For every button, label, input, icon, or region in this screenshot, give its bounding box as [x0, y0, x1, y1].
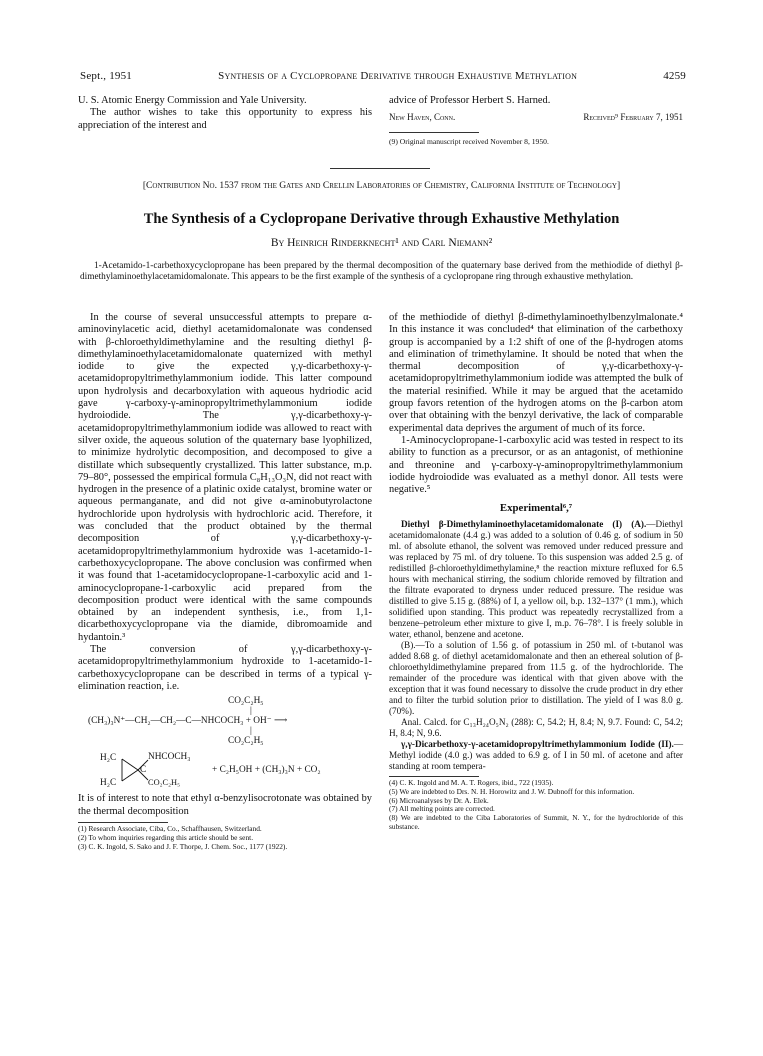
- footnote-rule-left: [78, 822, 168, 823]
- reaction-products: [78, 750, 372, 790]
- footnote-6: (6) Microanalyses by Dr. A. Elek.: [389, 795, 489, 805]
- running-header: [80, 70, 686, 82]
- eq2-h2c-bottom: H₂C: [100, 778, 117, 789]
- footnote-3: (3) C. K. Ingold, S. Sako and J. F. Thorpe, J. Chem. Soc., 1177 (1922).: [78, 841, 288, 851]
- previous-article-closing: advice of Professor Herbert S. Harned.: [389, 95, 551, 106]
- left-paragraph-1: In the course of several unsuccessful attempts to prepare α-aminovinylacetic acid, diethyl acetamidomalonate was condensed with β-chloroethyldimethylamine and the resulting diethyl β-dimethylaminoethylacetamidomalonate quaternized with methyl iodide to give the expected γ,γ-dicarbethoxy-γ-acetamidopropyltrimethylammonium iodide. This latter compound upon hydrolysis and decarboxylation with aqueous hydriodic acid gave γ-carboxy-γ-aminopropyltrimethylammonium iodide hydroiodide. The γ,γ-dicarbethoxy-γ-acetamidopropyltrimethylammonium iodide was allowed to react with silver oxide, the aqueous solution of the quaternary base lyophilized, to minimize hydrolytic decomposition, and decomposed to give a distillate which subsequently crystallized. This latter substance, m.p. 79–80°, possessed the empirical formula C₈H₁₃O₃N, did not react with hydrogen in the presence of a platinic oxide catalyst, bromine water or aqueous permanganate, and did not give α-aminobutyrolactone hydrochloride upon hydrolysis with hydrochloric acid. Therefore, it was concluded that the product obtained by the thermal decomposition of γ,γ-dicarbethoxy-γ-acetamidopropyltrimethylammonium hydroxide was 1-acetamido-1-carbethoxycyclopropane. The above conclusion was confirmed when it was found that 1-acetamidocyclopropane-1-carboxylic acid and 1-aminocyclopropane-1-carboxylic acid prepared from the decomposition product were identical with the same compounds obtained by an independent synthesis, i.e., from 1,1-dicarbethoxycyclopropane via the diamide, dibromoamide and hydantoin.³: [78, 312, 372, 643]
- experimental-entry-1: [389, 519, 683, 640]
- previous-article-right: [389, 95, 683, 146]
- signature-line: [389, 111, 683, 123]
- footnote-5: (5) We are indebted to Drs. N. H. Horowitz and J. W. Dubnoff for this information.: [389, 786, 635, 796]
- eq2-c: C: [140, 765, 147, 776]
- footnote-7: (7) All melting points are corrected.: [389, 804, 495, 814]
- experimental-entry-2: (B).—To a solution of 1.56 g. of potassium in 250 ml. of t-butanol was added 8.68 g. of diethyl acetamidomalonate and then an ethereal solution of β-chloroethyldimethylamine prepared from 11.5 g. of the hydrochloride. The remainder of the procedure was identical with that given above with the exception that it was found necessary to dissolve the crude product in dry ether and to filter the turbid solution prior to distillation. The yield of I was 8.0 g. (70%).: [389, 639, 683, 716]
- header-page-number: 4259: [663, 70, 686, 82]
- analysis-line: Anal. Calcd. for C₁₃H₂₄O₅N₂ (288): C, 54.2; H, 8.4; N, 9.7. Found: C, 54.2; H, 8.4; N, 9.6.: [389, 716, 683, 738]
- previous-article-text-2: The author wishes to take this opportunity to express his appreciation of the interest and: [78, 107, 372, 131]
- footnote-4: (4) C. K. Ingold and M. A. T. Rogers, ibid., 722 (1935).: [389, 777, 554, 787]
- reaction-equation: [78, 695, 372, 747]
- previous-article-text: U. S. Atomic Energy Commission and Yale University.: [78, 95, 307, 106]
- eq-bond-bottom: |: [250, 726, 252, 737]
- eq2-products: + C₂H₅OH + (CH₃)₃N + CO₂: [212, 765, 321, 776]
- eq-substituent-top: CO₂C₂H₅: [228, 696, 264, 707]
- authors: By Heinrich Rinderknecht¹ and Carl Niemann²: [270, 237, 493, 249]
- header-running-title: Synthesis of a Cyclopropane Derivative through Exhaustive Methylation: [218, 70, 578, 82]
- eq2-co2c2h5: CO₂C₂H₅: [148, 778, 181, 788]
- eq-bond-top: |: [250, 706, 252, 717]
- footnote-rule-right: [389, 776, 479, 777]
- experimental-entry-3: [389, 739, 683, 772]
- right-paragraph-1: of the methiodide of diethyl β-dimethylaminoethylbenzylmalonate.⁴ In this instance it was concluded⁴ that elimination of the carbethoxy group is accompanied by a 1:2 shift of one of the β-hydrogen atoms and elimination of trimethylamine. It should be noted that when the thermal decomposition of γ,γ-dicarbethoxy-γ-acetamidopropyltrimethylammonium iodide was attempted the bulk of the material resinified. While it may be argued that the acetamido group favors retention of the hydrogen atoms on the β-carbon atom over that obtaining with the benzyl derivative, the lack of comparable experimental data deprives the argument of much of its force.: [389, 312, 683, 434]
- e1-title: Diethyl β-Dimethylaminoethylacetamidomalonate (I) (A).: [401, 518, 647, 529]
- left-paragraph-2: The conversion of γ,γ-dicarbethoxy-γ-acetamidopropyltrimethylammonium hydroxide to 1-acetamido-1-carbethoxycyclopropane can be described in terms of a typical γ-elimination reaction, i.e.: [78, 644, 372, 692]
- e1-body: —Diethyl acetamidomalonate (4.4 g.) was added to a solution of 0.46 g. of sodium in 50 ml. of absolute ethanol, the solvent was removed under reduced pressure and was replaced by 75 ml. of dry toluene. To this suspension was added 2.5 g. of redistilled β-chloroethyldimethylamine,⁸ the reaction mixture refluxed for 6.5 hours with mechanical stirring, the sodium chloride removed by filtration and the filtrate evaporated to dryness under reduced pressure. The residue was distilled to give 5.15 g. (88%) of I, a yellow oil, b.p. 132–137° (1 mm.), which solidified upon standing. This product was repeatedly recrystallized from a benzene–petroleum ether mixture to give I, m.p. 76–78°. I is freely soluble in water, ethanol, benzene and acetone.: [389, 518, 683, 639]
- footnote-1: (1) Research Associate, Ciba, Co., Schaffhausen, Switzerland.: [78, 823, 262, 833]
- place: New Haven, Conn.: [389, 112, 456, 123]
- previous-article-left: [78, 95, 372, 132]
- contribution-line: [Contribution No. 1537 from the Gates and Crellin Laboratories of Chemistry, California Institute of Technology]: [142, 180, 621, 191]
- footnote-2: (2) To whom inquiries regarding this article should be sent.: [78, 832, 254, 842]
- footnote-8: (8) We are indebted to the Ciba Laboratories of Summit, N. Y., for the hydrochloride of this substance.: [389, 813, 683, 832]
- right-column: [389, 312, 683, 832]
- footnote-rule: [389, 132, 479, 133]
- eq-substituent-bottom: CO₂C₂H₅: [228, 736, 264, 747]
- experimental-heading: Experimental⁶,⁷: [499, 502, 573, 515]
- received-date: Received⁹ February 7, 1951: [583, 112, 683, 123]
- article-title: The Synthesis of a Cyclopropane Derivative through Exhaustive Methylation: [143, 211, 620, 227]
- abstract: 1-Acetamido-1-carbethoxycyclopropane has been prepared by the thermal decomposition of the quaternary base derived from the methiodide of diethyl β-dimethylaminoethylacetamidomalonate. This appears to be the first example of the synthesis of a cyclopropane ring through exhaustive methylation.: [80, 261, 683, 282]
- article-divider: [330, 168, 430, 169]
- right-paragraph-2: 1-Aminocyclopropane-1-carboxylic acid was tested in respect to its ability to function as a precursor, or as an antagonist, of methionine and threonine and γ-carboxy-γ-aminopropyltrimethylammonium iodide hydroiodide was evaluated as a methyl donor. All tests were negative.⁵: [389, 434, 683, 496]
- left-column: [78, 312, 372, 852]
- footnote-9: (9) Original manuscript received November 8, 1950.: [389, 136, 549, 146]
- eq2-nhcoch3: NHCOCH₃: [148, 752, 191, 763]
- e4-title: γ,γ-Dicarbethoxy-γ-acetamidopropyltrimethylammonium Iodide (II).: [401, 738, 674, 749]
- eq-main-line: (CH₃)₃N⁺—CH₂—CH₂—C—NHCOCH₃ + OH⁻ ⟶: [88, 716, 288, 727]
- e4-body: —Methyl iodide (4.0 g.) was added to 6.9 g. of I in 50 ml. of acetone and after standing at room tempera-: [389, 738, 683, 771]
- header-date: Sept., 1951: [80, 70, 133, 82]
- left-paragraph-3: It is of interest to note that ethyl α-benzylisocrotonate was obtained by the thermal decomposition: [78, 793, 372, 817]
- eq2-h2c-top: H₂C: [100, 753, 117, 764]
